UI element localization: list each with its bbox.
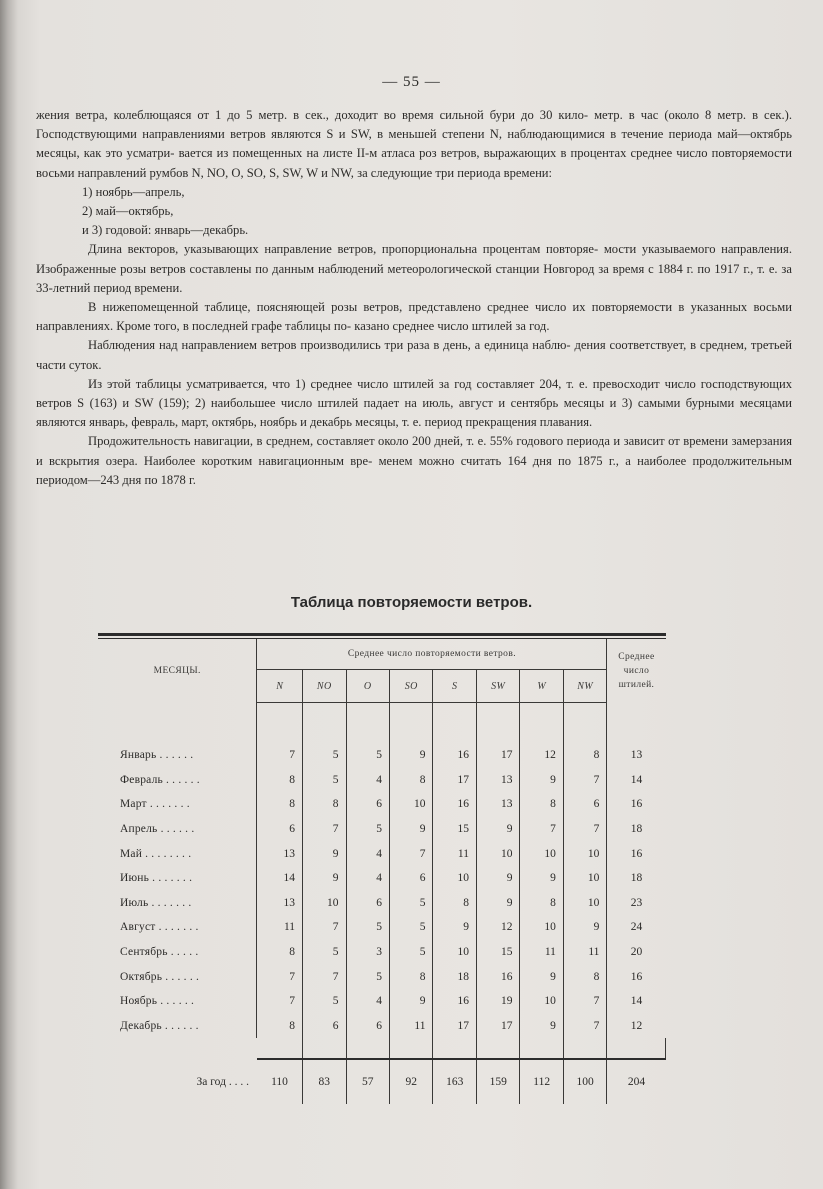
calm-cell: 20 bbox=[630, 946, 643, 959]
value-cell: 5 bbox=[346, 743, 389, 768]
value-cell: 7 bbox=[520, 817, 563, 842]
table-row bbox=[98, 743, 666, 768]
value-cell: 7 bbox=[257, 989, 303, 1014]
value-cell: 7 bbox=[257, 964, 303, 989]
value-cell: 9 bbox=[389, 989, 432, 1014]
value-cell: 5 bbox=[303, 768, 346, 793]
direction-header: S bbox=[433, 670, 476, 703]
value-cell: 5 bbox=[389, 940, 432, 965]
month-cell: Июль . . . . . . . bbox=[98, 891, 257, 916]
value-cell: 12 bbox=[476, 915, 519, 940]
value-cell: 7 bbox=[303, 915, 346, 940]
value-cell: 7 bbox=[257, 743, 303, 768]
calm-cell: 23 bbox=[630, 896, 643, 909]
page-number: — 55 — bbox=[382, 74, 441, 90]
calm-cell: 18 bbox=[630, 872, 643, 885]
value-cell: 8 bbox=[257, 940, 303, 965]
value-cell: 7 bbox=[563, 817, 606, 842]
value-cell: 5 bbox=[303, 940, 346, 965]
paragraph: В нижепомещенной таблице, поясняющей розы ветров, представлено среднее число их повторяемости в указанных восьми направлениях. Кроме того, в последней графе таблицы по- казано среднее число штилей за год. bbox=[36, 300, 792, 334]
total-value-cell: 112 bbox=[520, 1060, 563, 1104]
month-cell: Май . . . . . . . . bbox=[98, 841, 257, 866]
calm-cell: 24 bbox=[630, 921, 643, 934]
value-cell: 17 bbox=[476, 1014, 519, 1039]
value-cell: 3 bbox=[346, 940, 389, 965]
value-cell: 16 bbox=[476, 964, 519, 989]
value-cell: 10 bbox=[476, 841, 519, 866]
value-cell: 17 bbox=[433, 768, 476, 793]
direction-header: NW bbox=[563, 670, 606, 703]
calm-column-header: Среднее число штилей. bbox=[618, 651, 655, 690]
value-cell: 5 bbox=[346, 915, 389, 940]
table-title: Таблица повторяемости ветров. bbox=[290, 594, 533, 611]
month-cell: Январь . . . . . . bbox=[98, 743, 257, 768]
value-cell: 9 bbox=[303, 866, 346, 891]
value-cell: 10 bbox=[520, 915, 563, 940]
value-cell: 5 bbox=[346, 817, 389, 842]
value-cell: 7 bbox=[563, 989, 606, 1014]
table-gap-row bbox=[98, 1038, 666, 1059]
value-cell: 4 bbox=[346, 841, 389, 866]
value-cell: 18 bbox=[433, 964, 476, 989]
value-cell: 9 bbox=[389, 743, 432, 768]
calm-cell: 12 bbox=[630, 1019, 643, 1032]
total-label: За год . . . . bbox=[196, 1076, 249, 1089]
value-cell: 8 bbox=[563, 743, 606, 768]
wind-frequency-table bbox=[98, 633, 666, 1104]
total-value-cell: 100 bbox=[563, 1060, 606, 1104]
calm-cell: 16 bbox=[630, 970, 643, 983]
calm-cell: 18 bbox=[630, 823, 643, 836]
direction-header: W bbox=[520, 670, 563, 703]
table-row bbox=[98, 768, 666, 793]
total-calm-cell: 204 bbox=[627, 1076, 646, 1089]
value-cell: 8 bbox=[257, 792, 303, 817]
value-cell: 9 bbox=[433, 915, 476, 940]
table-row bbox=[98, 915, 666, 940]
total-value-cell: 92 bbox=[389, 1060, 432, 1104]
table-row bbox=[98, 940, 666, 965]
value-cell: 9 bbox=[476, 817, 519, 842]
table-row bbox=[98, 866, 666, 891]
value-cell: 11 bbox=[433, 841, 476, 866]
total-value-cell: 57 bbox=[346, 1060, 389, 1104]
value-cell: 14 bbox=[257, 866, 303, 891]
paragraph: Длина векторов, указывающих направление ветров, пропорциональна процентам повторяе- мости указываемого направления. Изображенные розы ветров составлены по данным наблюдений метеорологической станции Новгород за время с 1884 г. по 1917 г., т. е. за 33-летний период времени. bbox=[36, 242, 792, 295]
table-row bbox=[98, 964, 666, 989]
value-cell: 7 bbox=[563, 768, 606, 793]
month-cell: Октябрь . . . . . . bbox=[98, 964, 257, 989]
value-cell: 9 bbox=[520, 964, 563, 989]
table-top-rule bbox=[98, 633, 666, 636]
paragraph: Из этой таблицы усматривается, что 1) среднее число штилей за год составляет 204, т. е. превосходит число господствующих ветров S (163) и SW (159); 2) наибольшее число штилей падает на июль, август и сентябрь месяцы и 3) самыми бурными месяцами являются январь, февраль, март, октябрь, ноябрь и декабрь месяцы, т. е. период прекращения плавания. bbox=[36, 376, 792, 430]
table-row bbox=[98, 1014, 666, 1039]
total-value-cell: 83 bbox=[303, 1060, 346, 1104]
value-cell: 13 bbox=[476, 768, 519, 793]
total-value-cell: 163 bbox=[433, 1060, 476, 1104]
value-cell: 10 bbox=[433, 866, 476, 891]
value-cell: 7 bbox=[563, 1014, 606, 1039]
value-cell: 4 bbox=[346, 768, 389, 793]
value-cell: 10 bbox=[389, 792, 432, 817]
calm-cell: 14 bbox=[630, 773, 643, 786]
month-cell: Сентябрь . . . . . bbox=[98, 940, 257, 965]
month-cell: Апрель . . . . . . bbox=[98, 817, 257, 842]
value-cell: 13 bbox=[257, 841, 303, 866]
value-cell: 6 bbox=[346, 1014, 389, 1039]
month-cell: Август . . . . . . . bbox=[98, 915, 257, 940]
total-value-cell: 110 bbox=[257, 1060, 303, 1104]
value-cell: 17 bbox=[476, 743, 519, 768]
value-cell: 9 bbox=[520, 768, 563, 793]
direction-header: SW bbox=[476, 670, 519, 703]
month-cell: Ноябрь . . . . . . bbox=[98, 989, 257, 1014]
value-cell: 8 bbox=[563, 964, 606, 989]
value-cell: 8 bbox=[520, 891, 563, 916]
calm-cell: 16 bbox=[630, 798, 643, 811]
paragraph: 2) май—октябрь, bbox=[82, 204, 174, 219]
direction-header: O bbox=[346, 670, 389, 703]
value-cell: 11 bbox=[520, 940, 563, 965]
value-cell: 13 bbox=[476, 792, 519, 817]
body-text bbox=[36, 106, 792, 490]
direction-header: N bbox=[257, 670, 303, 703]
value-cell: 8 bbox=[389, 964, 432, 989]
month-cell: Июнь . . . . . . . bbox=[98, 866, 257, 891]
paragraph: и 3) годовой: январь—декабрь. bbox=[82, 223, 249, 238]
table-spacer-row bbox=[98, 703, 666, 744]
value-cell: 9 bbox=[520, 1014, 563, 1039]
value-cell: 6 bbox=[346, 792, 389, 817]
value-cell: 10 bbox=[433, 940, 476, 965]
value-cell: 10 bbox=[520, 841, 563, 866]
value-cell: 13 bbox=[257, 891, 303, 916]
month-cell: Декабрь . . . . . . bbox=[98, 1014, 257, 1039]
value-cell: 9 bbox=[520, 866, 563, 891]
value-cell: 10 bbox=[563, 891, 606, 916]
value-cell: 11 bbox=[389, 1014, 432, 1039]
value-cell: 10 bbox=[520, 989, 563, 1014]
paragraph: 1) ноябрь—апрель, bbox=[82, 184, 185, 199]
table-row bbox=[98, 792, 666, 817]
value-cell: 5 bbox=[303, 743, 346, 768]
value-cell: 7 bbox=[389, 841, 432, 866]
value-cell: 6 bbox=[563, 792, 606, 817]
value-cell: 11 bbox=[257, 915, 303, 940]
value-cell: 16 bbox=[433, 792, 476, 817]
month-cell: Февраль . . . . . . bbox=[98, 768, 257, 793]
paragraph: жения ветра, колеблющаяся от 1 до 5 метр. в сек., доходит во время сильной бури до 30 кило- метр. в час (около 8 метр. в сек.). Господствующими направлениями ветров являются S и SW, в меньшей степени N, наблюдающимися в течение периода май—октябрь месяцы, как это усматри- вается из помещенных на листе II-м атласа роз ветров, выражающих в процентах среднее число повторяемости восьми направлений румбов N, NO, O, SO, S, SW, W и NW, за следующие три периода времени: bbox=[36, 108, 792, 180]
value-cell: 9 bbox=[389, 817, 432, 842]
value-cell: 10 bbox=[563, 841, 606, 866]
value-cell: 6 bbox=[303, 1014, 346, 1039]
value-cell: 9 bbox=[476, 891, 519, 916]
month-column-header: МЕСЯЦЫ. bbox=[98, 639, 257, 703]
value-cell: 9 bbox=[476, 866, 519, 891]
value-cell: 17 bbox=[433, 1014, 476, 1039]
month-cell: Март . . . . . . . bbox=[98, 792, 257, 817]
total-value-cell: 159 bbox=[476, 1060, 519, 1104]
value-cell: 16 bbox=[433, 743, 476, 768]
calm-cell: 14 bbox=[630, 995, 643, 1008]
wind-table bbox=[98, 639, 666, 1104]
value-cell: 5 bbox=[346, 964, 389, 989]
table-row bbox=[98, 817, 666, 842]
value-cell: 19 bbox=[476, 989, 519, 1014]
value-cell: 9 bbox=[303, 841, 346, 866]
table-row bbox=[98, 841, 666, 866]
value-cell: 4 bbox=[346, 989, 389, 1014]
value-cell: 8 bbox=[257, 1014, 303, 1039]
value-cell: 8 bbox=[389, 768, 432, 793]
value-cell: 8 bbox=[520, 792, 563, 817]
value-cell: 6 bbox=[346, 891, 389, 916]
value-cell: 15 bbox=[433, 817, 476, 842]
paragraph: Наблюдения над направлением ветров производились три раза в день, а единица наблю- дения соответствует, в среднем, третьей части суток. bbox=[36, 338, 792, 372]
value-cell: 6 bbox=[389, 866, 432, 891]
table-total-row bbox=[98, 1060, 666, 1104]
calm-cell: 16 bbox=[630, 847, 643, 860]
wind-frequency-group-header: Среднее число повторяемости ветров. bbox=[257, 639, 607, 670]
value-cell: 8 bbox=[433, 891, 476, 916]
value-cell: 9 bbox=[563, 915, 606, 940]
value-cell: 8 bbox=[303, 792, 346, 817]
table-row bbox=[98, 891, 666, 916]
value-cell: 5 bbox=[389, 891, 432, 916]
table-row bbox=[98, 989, 666, 1014]
value-cell: 7 bbox=[303, 817, 346, 842]
value-cell: 6 bbox=[257, 817, 303, 842]
paragraph: Продожительность навигации, в среднем, составляет около 200 дней, т. е. 55% годового периода и зависит от времени замерзания и вскрытия озера. Наиболее коротким навигационным вре- менем можно считать 164 дня по 1875 г., а наиболее продолжительным периодом—243 дня по 1878 г. bbox=[36, 434, 792, 487]
direction-header: NO bbox=[303, 670, 346, 703]
value-cell: 15 bbox=[476, 940, 519, 965]
value-cell: 7 bbox=[303, 964, 346, 989]
value-cell: 4 bbox=[346, 866, 389, 891]
direction-header: SO bbox=[389, 670, 432, 703]
value-cell: 16 bbox=[433, 989, 476, 1014]
value-cell: 10 bbox=[563, 866, 606, 891]
value-cell: 12 bbox=[520, 743, 563, 768]
value-cell: 8 bbox=[257, 768, 303, 793]
value-cell: 11 bbox=[563, 940, 606, 965]
calm-cell: 13 bbox=[630, 749, 643, 762]
value-cell: 10 bbox=[303, 891, 346, 916]
value-cell: 5 bbox=[303, 989, 346, 1014]
value-cell: 5 bbox=[389, 915, 432, 940]
